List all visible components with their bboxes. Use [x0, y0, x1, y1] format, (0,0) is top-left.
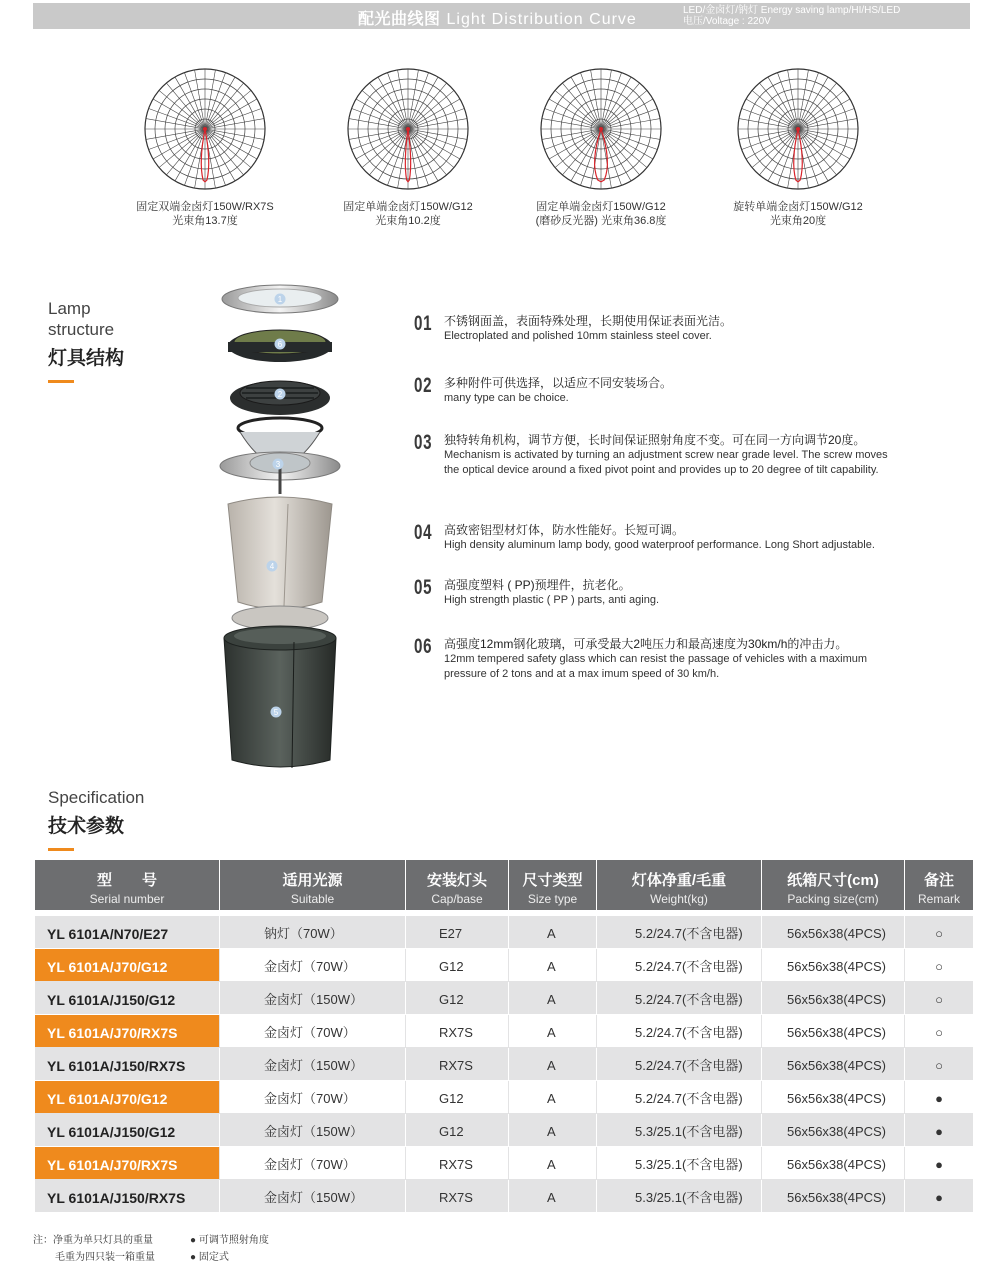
cell-cap: G12 [406, 1081, 509, 1113]
part-number: 2 [277, 390, 283, 399]
spec-table [35, 860, 973, 1213]
curve-1 [120, 62, 290, 228]
feature-number: 06 [414, 635, 433, 658]
structure-title-en-2: structure [48, 320, 115, 339]
part-reflector [220, 418, 340, 494]
feature-cn: 独特转角机构，调节方便，长时间保证照射角度不变。可在同一方向调节20度。 [444, 433, 866, 447]
remark-legend [190, 1232, 269, 1266]
curve-label: 固定单端金卤灯150W/G12 [536, 201, 666, 213]
footnote [33, 1232, 155, 1266]
table-row [35, 1015, 973, 1048]
curve-2 [323, 62, 493, 228]
cell-suitable: 金卤灯（150W） [220, 1180, 406, 1212]
cell-cap: RX7S [406, 1180, 509, 1212]
header-serial: 型 号 Serial number [35, 860, 220, 910]
feature-en: Electroplated and polished 10mm stainless steel cover. [444, 330, 712, 342]
curve-3 [516, 62, 686, 228]
feature-cn: 高强度12mm钢化玻璃，可承受最大2吨压力和最高速度为30km/h的冲击力。 [444, 637, 848, 651]
cell-packing: 56x56x38(4PCS) [762, 1114, 905, 1146]
cell-remark: ○ [905, 949, 973, 981]
beam-angle: 光束角20度 [769, 215, 827, 227]
spec-title [48, 787, 144, 851]
cell-remark: ○ [905, 1048, 973, 1080]
part-number: 3 [275, 460, 281, 469]
feature-number: 05 [414, 576, 433, 599]
cell-size-type: A [509, 1180, 597, 1212]
note-net-weight: 注：净重为单只灯具的重量 [33, 1235, 153, 1246]
cell-remark: ● [905, 1114, 973, 1146]
header-weight: 灯体净重/毛重 Weight(kg) [597, 860, 762, 910]
polar-diagram [534, 62, 668, 196]
cell-weight: 5.3/25.1(不含电器) [597, 1180, 762, 1212]
cell-serial: YL 6101A/J150/RX7S [35, 1048, 220, 1080]
note-gross-weight: 毛重为四只装一箱重量 [55, 1252, 155, 1263]
cell-size-type: A [509, 949, 597, 981]
feature-en: many type can be choice. [444, 392, 569, 404]
curve-label: 固定单端金卤灯150W/G12 [343, 201, 473, 213]
cell-suitable: 金卤灯（70W） [220, 1015, 406, 1047]
lamp-types: LED/金卤灯/钠灯 Energy saving lamp/HI/HS/LED [683, 5, 901, 16]
cell-suitable: 金卤灯（70W） [220, 1147, 406, 1179]
header-suitable: 适用光源 Suitable [220, 860, 406, 910]
part-number: 4 [269, 562, 275, 571]
cell-serial: YL 6101A/J70/G12 [35, 949, 220, 981]
structure-title-en-1: Lamp [48, 299, 91, 318]
title-en: Light Distribution Curve [446, 11, 637, 28]
cell-cap: G12 [406, 982, 509, 1014]
polar-diagram [341, 62, 475, 196]
page-title [358, 6, 637, 29]
legend-fixed: ● 固定式 [190, 1252, 229, 1263]
table-header [35, 860, 973, 910]
curve-caption [120, 200, 290, 228]
cell-size-type: A [509, 982, 597, 1014]
cell-suitable: 金卤灯（150W） [220, 1048, 406, 1080]
cell-cap: RX7S [406, 1015, 509, 1047]
cell-size-type: A [509, 1147, 597, 1179]
cell-packing: 56x56x38(4PCS) [762, 1048, 905, 1080]
table-row [35, 1180, 973, 1213]
structure-title-cn: 灯具结构 [48, 348, 125, 369]
part-number: 5 [273, 708, 279, 717]
curve-caption [516, 200, 686, 228]
part-body [228, 497, 332, 609]
table-body [35, 916, 973, 1213]
cell-remark: ○ [905, 1015, 973, 1047]
cell-suitable: 钠灯（70W） [220, 916, 406, 948]
header-bar [33, 3, 970, 29]
cell-weight: 5.2/24.7(不含电器) [597, 1048, 762, 1080]
cell-suitable: 金卤灯（150W） [220, 982, 406, 1014]
cell-cap: G12 [406, 949, 509, 981]
cell-cap: E27 [406, 916, 509, 948]
cell-remark: ○ [905, 916, 973, 948]
cell-serial: YL 6101A/J150/RX7S [35, 1180, 220, 1212]
feature-number: 04 [414, 521, 433, 544]
polar-diagram [138, 62, 272, 196]
header-packing: 纸箱尺寸(cm) Packing size(cm) [762, 860, 905, 910]
polar-diagram [731, 62, 865, 196]
beam-angle: (磨砂反光器) 光束角36.8度 [535, 215, 667, 227]
cell-weight: 5.3/25.1(不含电器) [597, 1147, 762, 1179]
feature-cn: 不锈钢面盖，表面特殊处理，长期使用保证表面光洁。 [444, 314, 733, 328]
cell-cap: RX7S [406, 1048, 509, 1080]
spec-title-cn: 技术参数 [48, 816, 125, 837]
cell-weight: 5.2/24.7(不含电器) [597, 949, 762, 981]
beam-angle: 光束角10.2度 [375, 215, 441, 227]
header-cap: 安装灯头 Cap/base [406, 860, 509, 910]
cell-weight: 5.2/24.7(不含电器) [597, 1081, 762, 1113]
feature-cn: 高强度塑料 ( PP)预埋件，抗老化。 [444, 578, 631, 592]
header-size-type: 尺寸类型 Size type [509, 860, 597, 910]
part-number: 6 [277, 340, 283, 349]
lamp-exploded-view [210, 282, 360, 782]
feature-en: High density aluminum lamp body, good waterproof performance. Long Short adjustable. [444, 539, 875, 551]
cell-size-type: A [509, 916, 597, 948]
cell-serial: YL 6101A/J150/G12 [35, 1114, 220, 1146]
table-row [35, 916, 973, 949]
cell-weight: 5.3/25.1(不含电器) [597, 1114, 762, 1146]
cell-weight: 5.2/24.7(不含电器) [597, 982, 762, 1014]
cell-serial: YL 6101A/N70/E27 [35, 916, 220, 948]
feature-en: Mechanism is activated by turning an adjustment screw near grade level. The screw moves the optical device around a fixed pivot point and provides up to 20 degree of tilt capability. [444, 449, 888, 476]
cell-packing: 56x56x38(4PCS) [762, 916, 905, 948]
title-cn: 配光曲线图 [358, 11, 441, 28]
cell-suitable: 金卤灯（70W） [220, 1081, 406, 1113]
cell-suitable: 金卤灯（70W） [220, 949, 406, 981]
feature-en: 12mm tempered safety glass which can resist the passage of vehicles with a maximum pressure of 2 tons and at a max imum speed of 30 km/h. [444, 653, 868, 680]
feature-cn: 高致密铝型材灯体，防水性能好。长短可调。 [444, 523, 685, 537]
feature-number: 03 [414, 431, 433, 454]
table-row [35, 1081, 973, 1114]
cell-packing: 56x56x38(4PCS) [762, 1180, 905, 1212]
curve-label: 旋转单端金卤灯150W/G12 [733, 201, 863, 213]
spec-title-en: Specification [48, 788, 145, 807]
voltage: 电压/Voltage : 220V [683, 16, 771, 27]
cell-size-type: A [509, 1048, 597, 1080]
light-distribution-curves [120, 62, 910, 242]
accent-bar [48, 380, 74, 383]
feature-number: 01 [414, 312, 433, 335]
cell-cap: G12 [406, 1114, 509, 1146]
cell-weight: 5.2/24.7(不含电器) [597, 916, 762, 948]
cell-remark: ● [905, 1147, 973, 1179]
table-row [35, 1114, 973, 1147]
cell-serial: YL 6101A/J70/RX7S [35, 1147, 220, 1179]
cell-serial: YL 6101A/J70/RX7S [35, 1015, 220, 1047]
part-number: 1 [277, 295, 283, 304]
part-base [224, 606, 336, 768]
cell-remark: ● [905, 1180, 973, 1212]
cell-serial: YL 6101A/J70/G12 [35, 1081, 220, 1113]
table-row [35, 982, 973, 1015]
cell-packing: 56x56x38(4PCS) [762, 949, 905, 981]
cell-suitable: 金卤灯（150W） [220, 1114, 406, 1146]
header-info [683, 5, 900, 27]
table-row [35, 1048, 973, 1081]
curve-caption [323, 200, 493, 228]
cell-remark: ● [905, 1081, 973, 1113]
legend-adjustable: ● 可调节照射角度 [190, 1235, 269, 1246]
cell-packing: 56x56x38(4PCS) [762, 1081, 905, 1113]
curve-label: 固定双端金卤灯150W/RX7S [136, 201, 274, 213]
cell-cap: RX7S [406, 1147, 509, 1179]
cell-size-type: A [509, 1081, 597, 1113]
cell-packing: 56x56x38(4PCS) [762, 1015, 905, 1047]
cell-size-type: A [509, 1114, 597, 1146]
cell-packing: 56x56x38(4PCS) [762, 982, 905, 1014]
cell-remark: ○ [905, 982, 973, 1014]
cell-size-type: A [509, 1015, 597, 1047]
feature-cn: 多种附件可供选择，以适应不同安装场合。 [444, 376, 673, 390]
cell-weight: 5.2/24.7(不含电器) [597, 1015, 762, 1047]
table-row [35, 949, 973, 982]
beam-angle: 光束角13.7度 [172, 215, 238, 227]
feature-number: 02 [414, 374, 433, 397]
feature-en: High strength plastic ( PP ) parts, anti aging. [444, 594, 660, 606]
accent-bar [48, 848, 74, 851]
curve-4 [713, 62, 883, 228]
curve-caption [713, 200, 883, 228]
structure-title [48, 298, 124, 383]
cell-packing: 56x56x38(4PCS) [762, 1147, 905, 1179]
cell-serial: YL 6101A/J150/G12 [35, 982, 220, 1014]
table-row [35, 1147, 973, 1180]
header-remark: 备注 Remark [917, 872, 960, 906]
